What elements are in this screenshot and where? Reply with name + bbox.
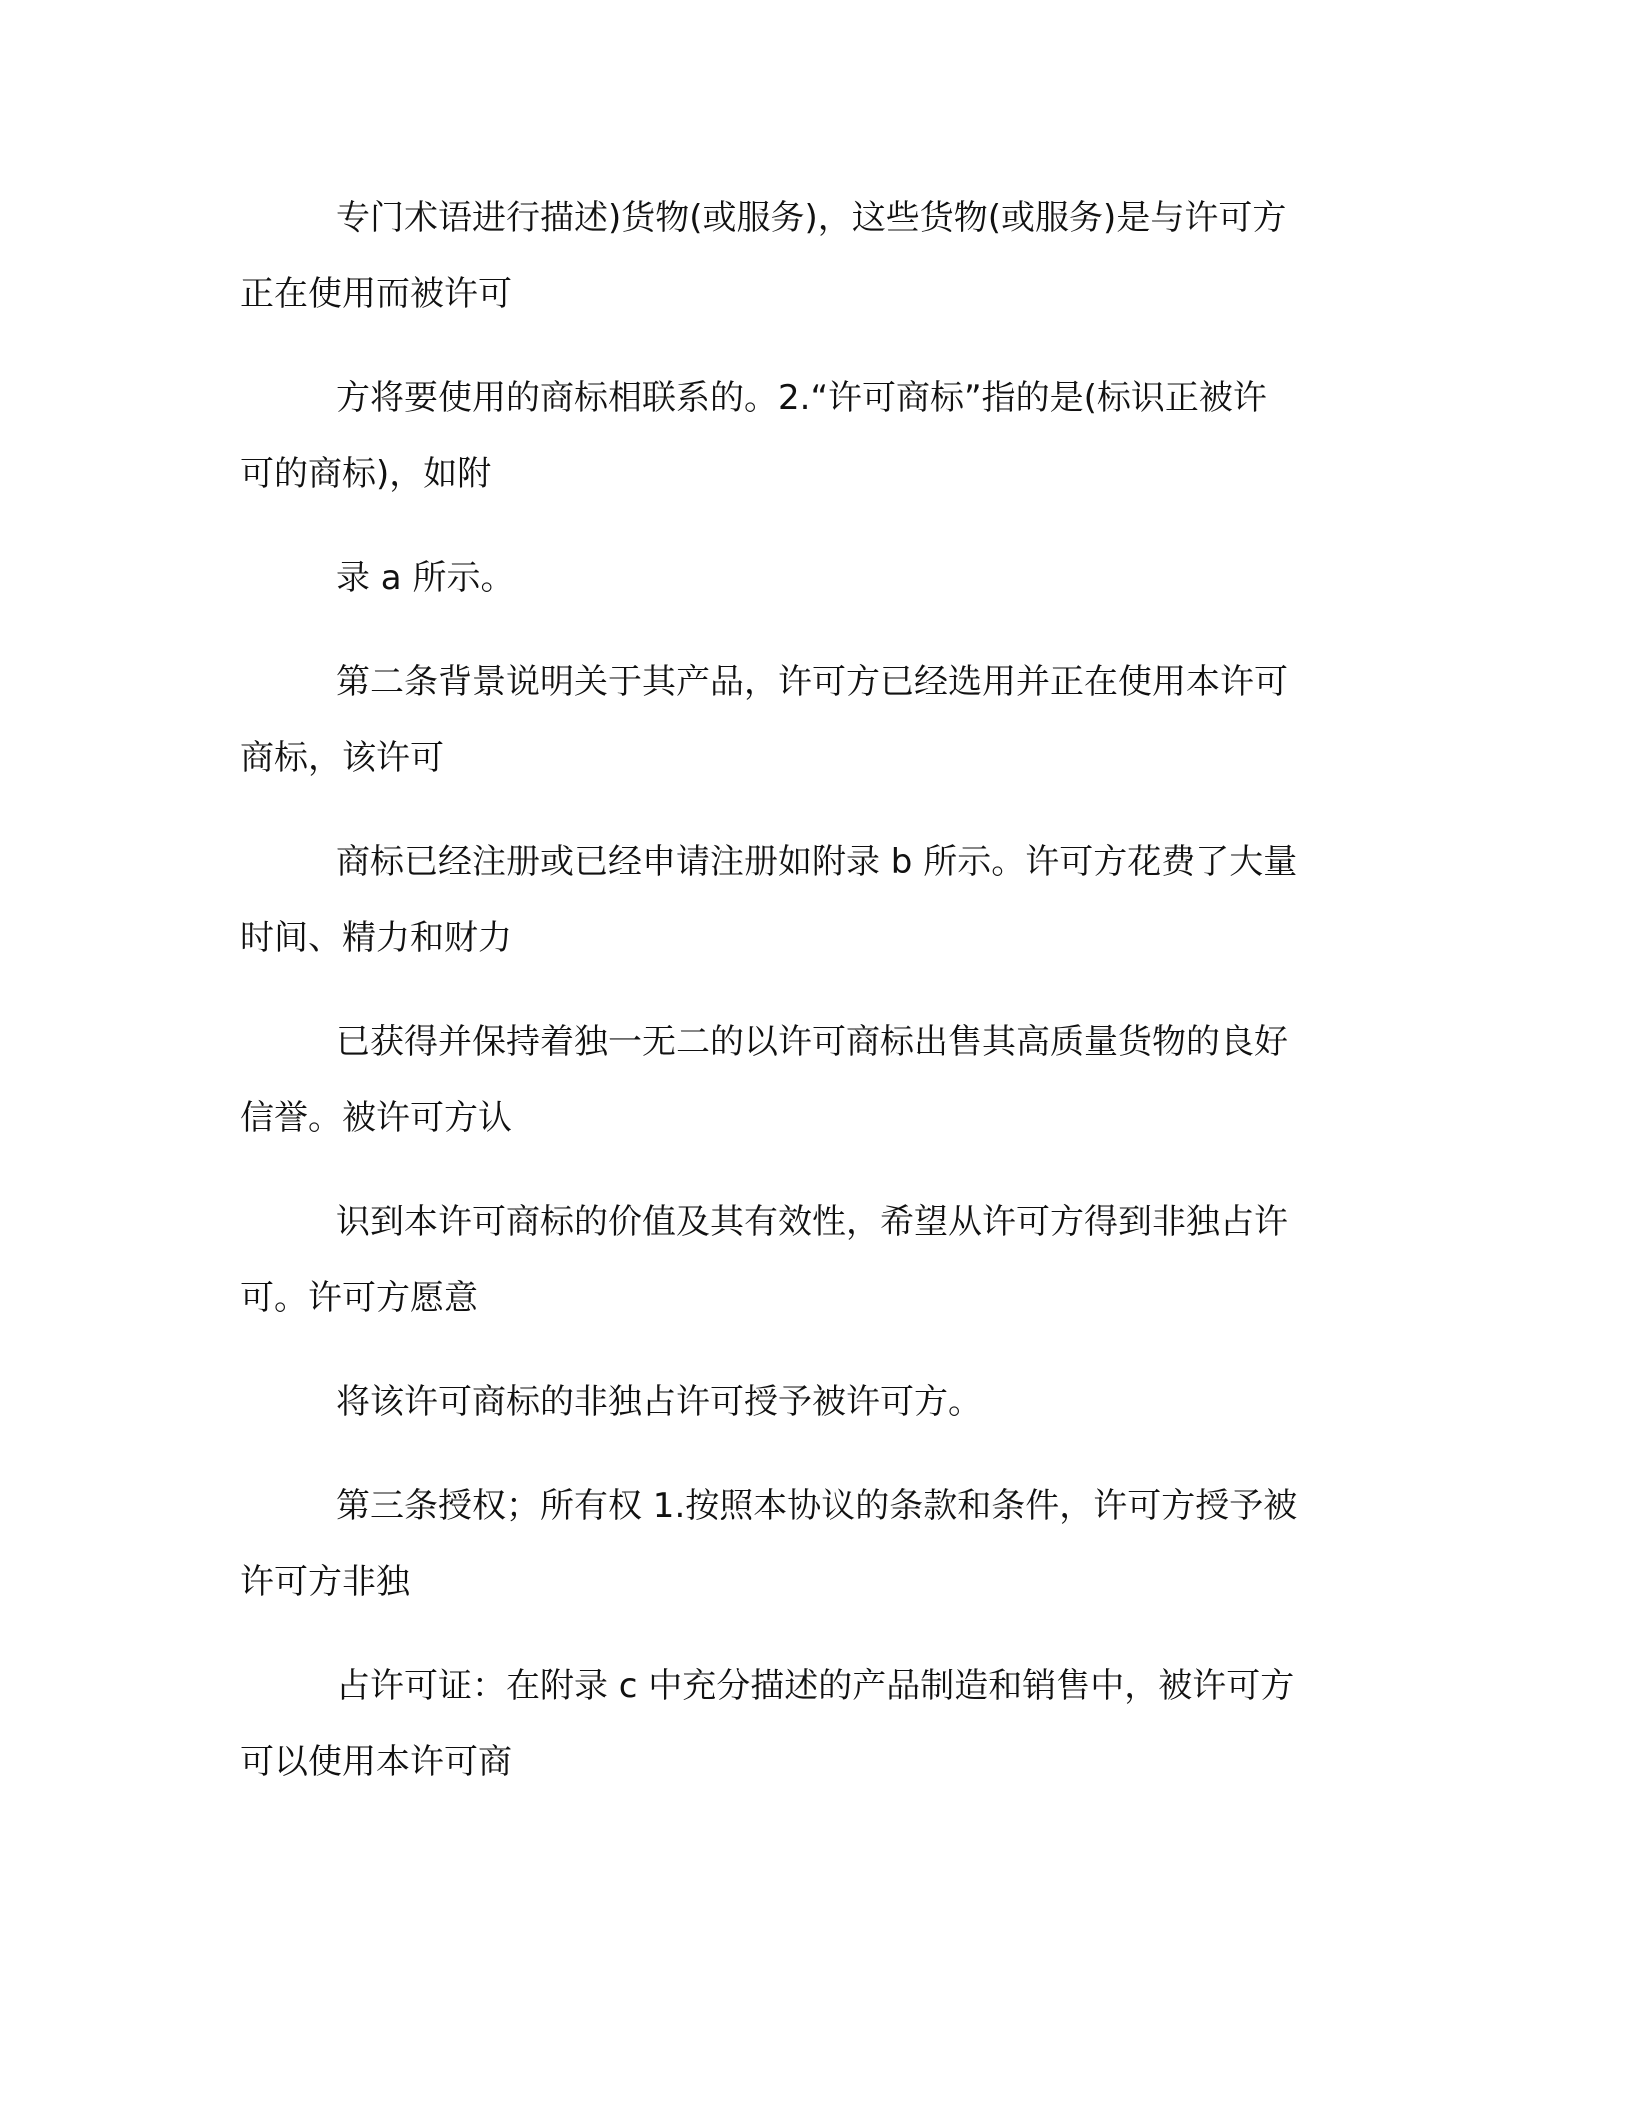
paragraph-10-line-1: 占许可证：在附录 c 中充分描述的产品制造和销售中，被许可方 [336,1666,1295,1706]
paragraph-6-line-1: 已获得并保持着独一无二的以许可商标出售其高质量货物的良好 [336,1022,1288,1062]
paragraph-4-line-2: 商标，该许可 [240,738,444,778]
paragraph-1 [240,180,1390,332]
paragraph-1-line-2: 正在使用而被许可 [240,274,512,314]
paragraph-9-line-1: 第三条授权；所有权 1.按照本协议的条款和条件，许可方授予被 [336,1486,1298,1526]
paragraph-3 [240,540,1390,616]
paragraph-7 [240,1184,1390,1336]
paragraph-7-line-2: 可。许可方愿意 [240,1278,478,1318]
paragraph-6-line-2: 信誉。被许可方认 [240,1098,512,1138]
paragraph-2-line-1: 方将要使用的商标相联系的。2.“许可商标”指的是(标识正被许 [336,378,1267,418]
paragraph-8 [240,1364,1390,1440]
paragraph-5 [240,824,1390,976]
paragraph-1-line-1: 专门术语进行描述)货物(或服务)，这些货物(或服务)是与许可方 [336,198,1287,238]
paragraph-9-line-2: 许可方非独 [240,1562,410,1602]
paragraph-10 [240,1648,1390,1800]
paragraph-8-line-1: 将该许可商标的非独占许可授予被许可方。 [336,1382,982,1422]
paragraph-4-line-1: 第二条背景说明关于其产品，许可方已经选用并正在使用本许可 [336,662,1288,702]
paragraph-10-line-2: 可以使用本许可商 [240,1742,512,1782]
paragraph-5-line-1: 商标已经注册或已经申请注册如附录 b 所示。许可方花费了大量 [336,842,1298,882]
paragraph-6 [240,1004,1390,1156]
paragraph-2 [240,360,1390,512]
paragraph-3-line-1: 录 a 所示。 [336,558,515,598]
paragraph-5-line-2: 时间、精力和财力 [240,918,512,958]
paragraph-2-line-2: 可的商标)，如附 [240,454,492,494]
paragraph-7-line-1: 识到本许可商标的价值及其有效性，希望从许可方得到非独占许 [336,1202,1288,1242]
paragraph-4 [240,644,1390,796]
paragraph-9 [240,1468,1390,1620]
